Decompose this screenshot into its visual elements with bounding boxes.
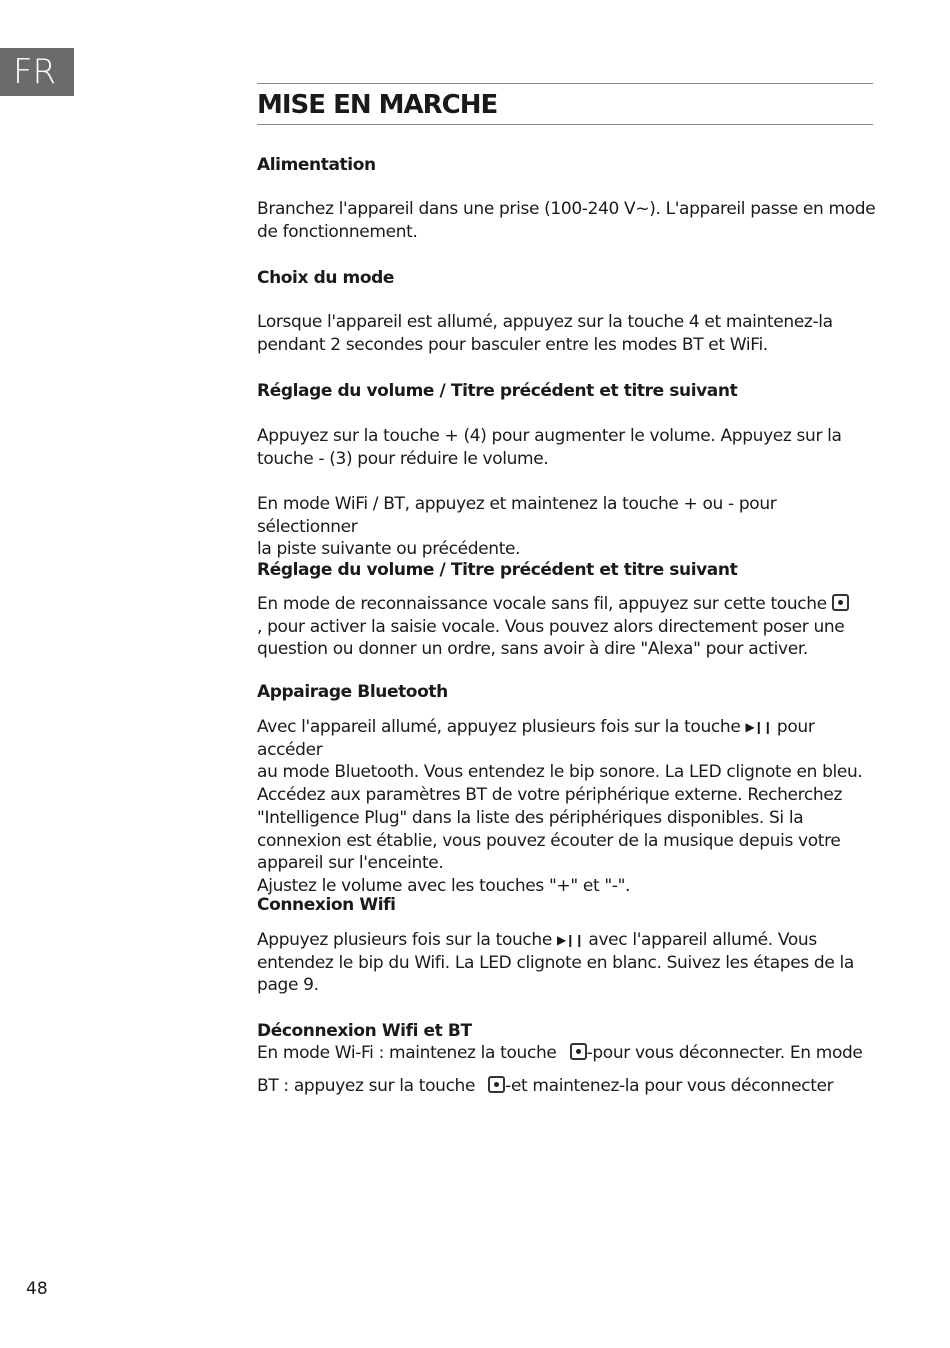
paragraph xyxy=(257,1042,877,1065)
section-heading: Alimentation xyxy=(257,155,376,175)
paragraph-text: BT : appuyez sur la touche xyxy=(257,1076,481,1096)
paragraph: Lorsque l'appareil est allumé, appuyez sur la touche 4 et maintenez-la pendant 2 secondes pour basculer entre les modes BT et WiFi. xyxy=(257,312,833,355)
paragraph: Appuyez sur la touche + (4) pour augmenter le volume. Appuyez sur la touche - (3) pour réduire le volume. xyxy=(257,426,842,469)
page-number: 48 xyxy=(26,1279,48,1299)
section-wifi-body xyxy=(257,929,877,997)
language-tab: FR xyxy=(0,48,74,96)
paragraph: En mode WiFi / BT, appuyez et maintenez la touche + ou - pour sélectionner la piste suivante ou précédente. xyxy=(257,494,777,560)
section-alimentation-body xyxy=(257,198,877,243)
voice-key-icon xyxy=(488,1076,505,1093)
section-alimentation xyxy=(257,153,877,177)
section-wifi xyxy=(257,893,877,917)
section-heading: Déconnexion Wifi et BT xyxy=(257,1021,472,1041)
paragraph xyxy=(257,929,877,997)
section-volume-1 xyxy=(257,379,877,403)
section-heading: Réglage du volume / Titre précédent et titre suivant xyxy=(257,560,738,580)
section-deconnexion xyxy=(257,1019,877,1043)
paragraph-text: Avec l'appareil allumé, appuyez plusieurs fois sur la touche xyxy=(257,717,746,737)
voice-key-icon xyxy=(570,1043,587,1060)
paragraph xyxy=(257,593,877,661)
paragraph-text: pour accéder au mode Bluetooth. Vous entendez le bip sonore. La LED clignote en bleu. Accédez aux paramètres BT de votre périphérique externe. Recherchez "Intelligence Plug" dans la liste des périphériques disponibles. Si la connexion est établie, vous pouvez écouter de la musique depuis votre appareil sur l'enceinte. Ajustez le volume avec les touches "+" et "-". xyxy=(257,717,863,896)
section-bluetooth xyxy=(257,680,877,704)
section-volume-1-body-a xyxy=(257,425,877,470)
section-volume-2-body xyxy=(257,593,877,661)
section-choix-mode-body xyxy=(257,311,877,356)
section-volume-2 xyxy=(257,558,877,582)
section-heading: Réglage du volume / Titre précédent et titre suivant xyxy=(257,381,738,401)
paragraph: Branchez l'appareil dans une prise (100-240 V~). L'appareil passe en mode de fonctionnement. xyxy=(257,199,876,242)
page-title: MISE EN MARCHE xyxy=(257,90,498,120)
paragraph-text: , pour activer la saisie vocale. Vous pouvez alors directement poser une question ou donner un ordre, sans avoir à dire "Alexa" pour activer. xyxy=(257,616,845,660)
play-pause-icon: ▶❙❙ xyxy=(557,933,584,947)
section-deconnexion-line2 xyxy=(257,1075,877,1098)
paragraph-text: -pour vous déconnecter. En mode xyxy=(586,1043,863,1063)
paragraph-text: En mode de reconnaissance vocale sans fil, appuyez sur cette touche xyxy=(257,594,832,614)
section-volume-1-body-b xyxy=(257,493,877,561)
paragraph xyxy=(257,716,877,898)
section-bluetooth-body xyxy=(257,716,877,898)
voice-key-icon xyxy=(832,594,849,611)
paragraph-text: Appuyez plusieurs fois sur la touche xyxy=(257,930,557,950)
section-choix-mode xyxy=(257,266,877,290)
paragraph xyxy=(257,1075,877,1098)
title-block xyxy=(257,83,873,125)
section-deconnexion-line1 xyxy=(257,1042,877,1065)
paragraph-text: avec l'appareil allumé. Vous entendez le bip du Wifi. La LED clignote en blanc. Suivez les étapes de la page 9. xyxy=(257,930,854,996)
paragraph-text: En mode Wi-Fi : maintenez la touche xyxy=(257,1043,562,1063)
play-pause-icon: ▶❙❙ xyxy=(745,720,772,734)
section-heading: Choix du mode xyxy=(257,268,395,288)
section-heading: Connexion Wifi xyxy=(257,895,396,915)
section-heading: Appairage Bluetooth xyxy=(257,682,448,702)
paragraph-text: -et maintenez-la pour vous déconnecter xyxy=(505,1076,834,1096)
title-block-wrapper xyxy=(257,83,873,125)
